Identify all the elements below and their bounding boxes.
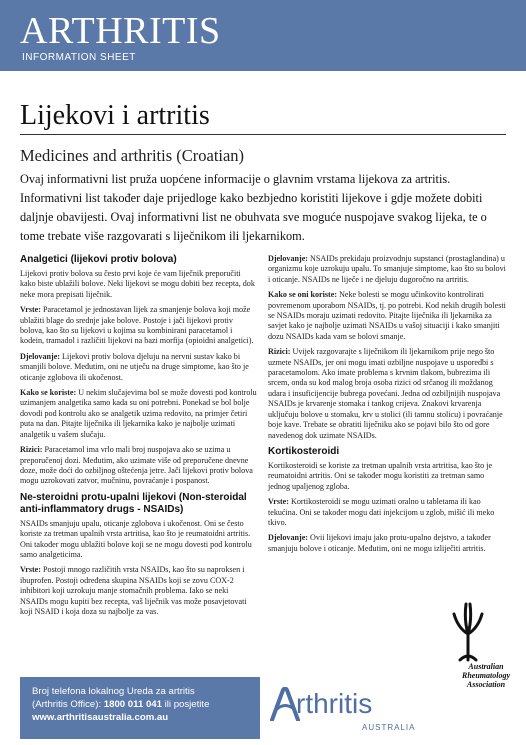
analgetici-intro: Lijekovi protiv bolova su često prvi koje će vam liječnik preporučiti kako biste ublažili bolove. Neki lijekovi se mogu dobiti bez recepta, dok neke mora prepisati liječnik. xyxy=(20,269,255,299)
label-nsaid-rizici: Rizici: xyxy=(268,347,291,357)
analgetici-kako xyxy=(20,388,258,440)
ara-line-2: Rheumatology xyxy=(461,671,510,680)
left-column xyxy=(20,254,258,622)
label-rizici: Rizici: xyxy=(20,445,43,455)
nsaid-vrste xyxy=(20,565,258,617)
label-nsaid-kako: Kako se oni koriste: xyxy=(268,290,338,300)
header-subtitle: INFORMATION SHEET xyxy=(22,52,136,63)
korti-intro: Kortikosteroidi se koriste za tretman upalnih vrsta artritisa, kao što je reumatoidni artritis. Oni se također mogu koristiti za tretman samo jednog upaljenog zgloba. xyxy=(268,460,493,491)
analgetici-vrste xyxy=(20,305,258,347)
text-vrste: Paracetamol je jednostavan lijek za smanjenje bolova koji može ublažiti blage do srednje jake bolove. Postoje i jači lijekovi protiv bolova, kao što su lijekovi u kojima su kombinirani paracetamol i kodein, tramadol i različiti lijekovi na bazi morfija (opioidni analgetici). xyxy=(20,305,254,346)
label-djelovanje: Djelovanje: xyxy=(20,351,61,361)
page-title: Lijekovi i artritis xyxy=(20,100,210,131)
logo-wordmark: rthritis xyxy=(296,688,373,719)
label-nsaid-vrste: Vrste: xyxy=(20,565,41,575)
text-rizici: Paracetamol ima vrlo mali broj nuspojava ako se uzima u preporučenoj dozi. Međutim, ako uzimate više od preporučene dnevne doze, može doći do ozbiljnog oštećenja jetre. Jači lijekovi protiv bolova mogu uzrokovati zatvor, mučninu, povraćanje i pospanost. xyxy=(20,445,253,486)
ara-line-1: Australian xyxy=(468,662,504,671)
logo-subtext: AUSTRALIA xyxy=(362,723,416,732)
section-heading-nsaid: Ne-steroidni protu-upalni lijekovi (Non-steroidal anti-inflammatory drugs - NSAIDs) xyxy=(20,491,247,515)
contact-office-label: (Arthritis Office): xyxy=(32,699,102,710)
page-subtitle: Medicines and arthritis (Croatian) xyxy=(20,146,245,165)
text-korti-djelovanje: Ovii lijekovi imaju jako protu-upalno dejstvo, a također smanjuju bolove i oticanje. Međutim, oni ne mogu izliječiti artritis. xyxy=(268,533,491,553)
korti-djelovanje xyxy=(268,533,506,554)
text-kako: U nekim slučajevima bol se može dovesti pod kontrolu uzimanjem analgetika samo kada su oni potrebni. Ponekad se bol bolje dovodi pod kontrolu ako se analgetik uzima redovito, na primjer četiri puta na dan. Pitajte liječnika ili ljekarnika kako je najbolje uzimati analgetik u vašem slučaju. xyxy=(20,388,257,439)
arthritis-australia-logo xyxy=(270,683,420,739)
title-divider xyxy=(20,134,506,135)
ara-logo-text xyxy=(458,662,514,689)
label-korti-vrste: Vrste: xyxy=(268,497,289,507)
nsaid-intro: NSAIDs smanjuju upalu, oticanje zglobova i ukočenost. Oni se često koriste za tretman upalnih vrsta artritisa, kao što je reumatoidni artritis. Oni također mogu ublažiti bolove koji se ne mogu dovesti pod kontrolu samo analgeticima. xyxy=(20,518,252,559)
section-heading-kortikosteroidi: Kortikosteroidi xyxy=(268,445,340,457)
ara-line-3: Association xyxy=(466,680,506,689)
label-nsaid-djelovanje: Djelovanje: xyxy=(268,254,309,263)
korti-vrste xyxy=(268,497,506,528)
label-vrste: Vrste: xyxy=(20,305,41,315)
text-nsaid-djelovanje: NSAIDs prekidaju proizvodnju supstanci (prostaglandina) u organizmu koje uzrokuju upalu. To smanjuje simptome, kao što su bolovi i oticanje. NSAIDs ne liječe i ne djeluju dugoročno na artritis. xyxy=(268,254,506,284)
section-heading-analgetici: Analgetici (lijekovi protiv bolova) xyxy=(20,254,177,265)
label-korti-djelovanje: Djelovanje: xyxy=(268,533,309,543)
text-korti-vrste: Kortikosteroidi se mogu uzimati oralno u tabletama ili kao tekućina. Oni se također mogu dati injekcijom u zglob, mišić ili meko tkivo. xyxy=(268,497,495,527)
contact-suffix: ili posjetite xyxy=(164,699,210,710)
nsaid-djelovanje xyxy=(268,254,506,285)
nsaid-rizici xyxy=(268,347,506,441)
text-nsaid-rizici: Uvijek razgovarajte s liječnikom ili ljekarnikom prije nego što uzmete NSAIDs, jer oni mogu imati ozbiljne nuspojave u usporedbi s paracetamolom. Ako imate problema s krvnim tlakom, bubrezima ili srcem, onda su kod malog broja osoba rizici od srčanog ili moždanog udara i insuficijencije bubrega povećani. Jedna od ozbiljnijih nuspojava NSAIDs je krvarenje stomaka i tankog crijeva. Znakovi krvarenja uključuju bolove u stomaku, krv u stolici (ili tamnu stolicu) i povraćanje boje kave. Trebate se obratiti liječniku ako se pojavi bilo što od gore navedenog dok uzimate NSAIDs. xyxy=(268,347,503,440)
label-kako: Kako se koriste: xyxy=(20,388,77,398)
contact-website-link[interactable]: www.arthritisaustralia.com.au xyxy=(32,712,169,723)
nsaid-kako xyxy=(268,290,506,342)
ara-logo xyxy=(440,600,510,740)
text-nsaid-vrste: Postoji mnogo različitih vrsta NSAIDs, kao što su naproksen i ibuprofen. Postoji određena skupina NSAIDs koji se zovu COX-2 inhibitori koji uzrokuju manje stomačnih problema. Iako se neki NSAIDs mogu kupiti bez recepta, vaš liječnik vas može posavjetovati koji NSAID i koja doza su najbolje za vas. xyxy=(20,565,247,616)
contact-phone[interactable]: 1800 011 041 xyxy=(103,699,162,710)
text-nsaid-kako: Neke bolesti se mogu učinkovito kontrolirati povremenom uporabom NSAIDs, tj. po potrebi. Kod nekih drugih bolesti se NSAIDs moraju uzimati redovito. Pitajte liječnika ili ljekarnika za savjet kako je najbolje uzimati NSAIDs u vašoj situaciji i kako smanjiti dozu NSAIDs kada vam se bolovi smanje. xyxy=(268,290,506,341)
ara-tree-icon xyxy=(448,600,488,662)
analgetici-rizici xyxy=(20,445,258,487)
intro-paragraph: Ovaj informativni list pruža uopćene informacije o glavnim vrstama lijekova za artritis. Informativni list također daje prijedloge kako bezbjedno koristiti lijekove i gdje možete dobiti daljnje obavijesti. Ovaj informativni list ne obuhvata sve moguće nuspojave svakog lijeka, te o tome trebate više razgovarati s liječnikom ili ljekarnikom. xyxy=(20,172,487,243)
right-column xyxy=(268,254,506,559)
analgetici-djelovanje xyxy=(20,352,258,383)
header-title: ARTHRITIS xyxy=(20,10,221,52)
contact-line-2 xyxy=(32,698,248,711)
header-banner xyxy=(0,0,526,71)
contact-line-1: Broj telefona lokalnog Ureda za artritis xyxy=(32,686,195,697)
contact-box xyxy=(20,677,260,739)
text-djelovanje: Lijekovi protiv bolova djeluju na nervni sustav kako bi smanjili bolove. Međutim, oni ne utječu na druge simptome, kao što je oticanje zglobova ili ukočenost. xyxy=(20,351,249,382)
contact-website-row xyxy=(32,711,248,724)
